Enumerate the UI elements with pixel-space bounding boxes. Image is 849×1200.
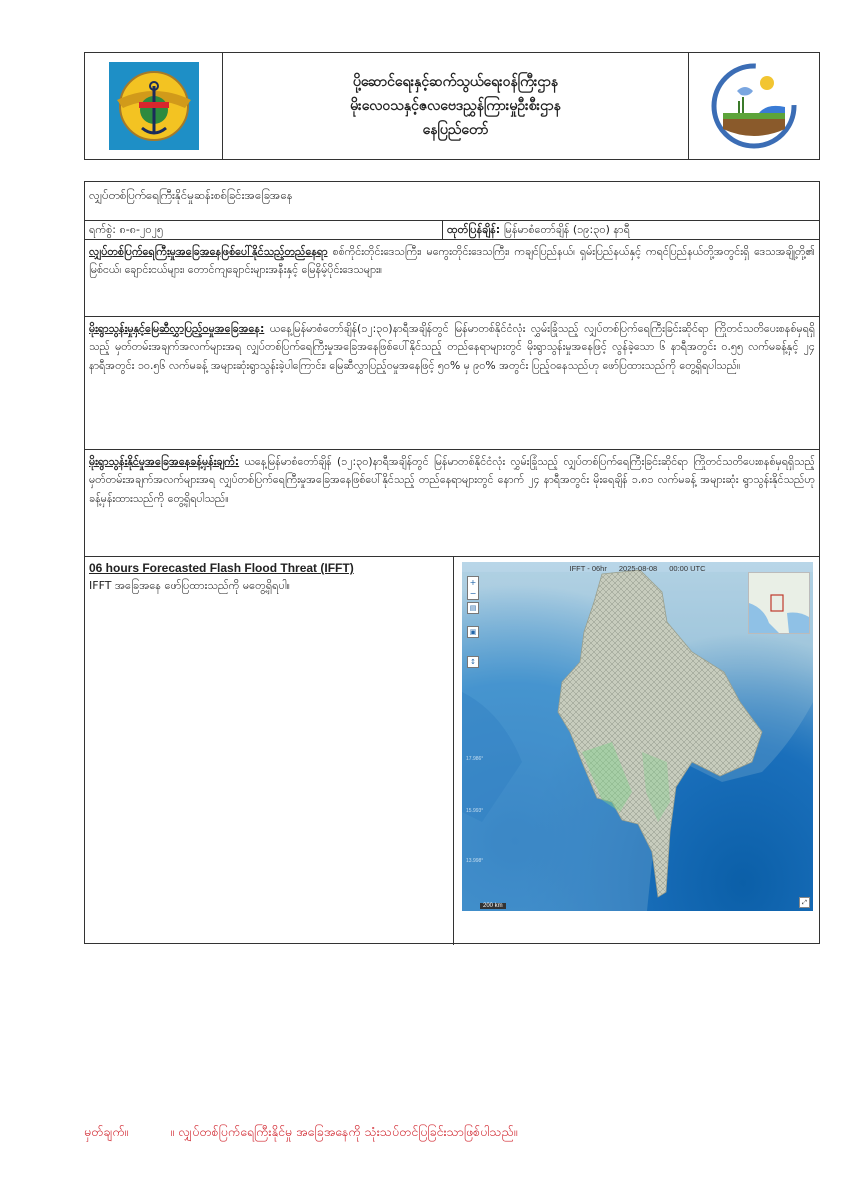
map-zoom-control[interactable] — [467, 576, 479, 600]
right-logo-cell — [688, 53, 819, 159]
date-value: ၈-၈-၂၀၂၅ — [119, 223, 164, 236]
left-logo-cell — [85, 53, 223, 159]
rainfall-forecast-section — [85, 450, 819, 557]
minimap-icon — [749, 573, 809, 633]
ifft-row — [85, 557, 819, 945]
department-emblem-icon — [109, 62, 199, 150]
report-title-row — [85, 182, 819, 221]
letterhead-title — [223, 53, 688, 159]
report-title: လျှပ်တစ်ပြက်ရေကြီးနိုင်မှုဆန်းစစ်ခြင်းအခြေအနေ — [89, 188, 293, 202]
overview-minimap[interactable] — [748, 572, 810, 634]
svg-text:17.986°: 17.986° — [466, 756, 484, 762]
rainfall-forecast-text: ယနေ့မြန်မာစံတော်ချိန် (၁၂:၃၀)နာရီအချိန်တွင် မြန်မာတစ်နိုင်ငံလုံး လွှမ်းခြုံသည့် လျှပ်တစ်ပြက်ရေကြီးခြင်းဆိုင်ရာ ကြိုတင်သတိပေးစနစ်မှရရှိသည့် မှတ်တမ်းအချက်အလက်များအရ လျှပ်တစ်ပြက်ရေကြီးမှုအခြေအနေဖြစ်ပေါ်နိုင်သည့် တည်နေရာများတွင် နောက် ၂၄ နာရီအတွင်း မိုးရေချိန် ၁.၈၁ လက်မခန့် အများဆုံး ရွာသွန်းနိုင်သည်ဟု ခန့်မှန်းထားသည်ကို တွေ့ရှိရပါသည်။ — [89, 455, 815, 505]
fullscreen-button[interactable]: ⤢ — [799, 897, 810, 908]
svg-text:13.998°: 13.998° — [466, 858, 484, 864]
date-row — [85, 221, 819, 240]
ifft-status-text: IFFT အခြေအနေ ဖော်ပြထားသည်ကို မတွေ့ရှိရပါ။ — [89, 579, 290, 592]
ifft-text-cell — [85, 557, 454, 945]
map-date: 2025-08-08 — [618, 564, 658, 573]
rainfall-forecast-heading: မိုးရွာသွန်းနိုင်မှုအခြေအနေခန့်မှန်းချက်: — [89, 455, 240, 468]
affected-areas-section — [85, 240, 819, 317]
issue-time-label: ထုတ်ပြန်ချိန်: — [447, 223, 501, 236]
rainfall-soil-text: ယနေ့မြန်မာစံတော်ချိန်(၁၂:၃၀)နာရီအချိန်တွင် မြန်မာတစ်နိုင်ငံလုံး လွှမ်းခြုံသည့် လျှပ်တစ်ပြက်ရေကြီးခြင်းဆိုင်ရာ ကြိုတင်သတိပေးစနစ်မှရရှိသည့် မှတ်တမ်းအချက်အလက်များအရ လျှပ်တစ်ပြက်ရေကြီးမှုအခြေအနေဖြစ်ပေါ်နိုင်သည့် တည်နေရာများတွင် မိုးရွာသွန်းမှုအနေဖြင့် လွန်ခဲ့သော ၆ နာရီအတွင်း ၀.၅၅ လက်မခန့်နှင့် ၂၄ နာရီအတွင်း ၁၀.၅၆ လက်မခန့် အများဆုံးရွာသွန်းခဲ့ပါကြောင်း၊ မြေဆီလွှာပြည့်ဝမှုအနေဖြင့် ၅၀% မှ ၉၀% အတွင်း ပြည့်ဝနေသည်ဟု ဖော်ပြထားသည်ကို တွေ့ရှိရပါသည်။ — [89, 322, 815, 372]
date-cell — [85, 221, 443, 239]
report-table — [84, 181, 820, 944]
issue-time-value: မြန်မာစံတော်ချိန် (၁၉:၃၀) နာရီ — [503, 223, 630, 236]
affected-areas-text: စစ်ကိုင်းတိုင်းဒေသကြီး၊ မကွေးတိုင်းဒေသကြီး၊ ကချင်ပြည်နယ်၊ ရှမ်းပြည်နယ်နှင့် ကရင်ပြည်နယ်တို့အတွင်းရှိ ဒေသအချို့တို့၏ မြစ်ငယ်၊ ချောင်းငယ်များ၊ တောင်ကျချောင်းများအနီးနှင့် မြေနိမ့်ပိုင်းဒေသများ။ — [89, 245, 815, 277]
rainfall-soil-heading: မိုးရွာသွန်းမှုနှင့်မြေဆီလွှာပြည့်ဝမှုအခြေအနေ: — [89, 322, 265, 335]
map-scale-bar: 200 km — [480, 903, 506, 909]
reset-view-button[interactable]: ↕ — [467, 656, 479, 668]
issue-time-cell — [443, 221, 819, 239]
letterhead — [84, 52, 820, 160]
svg-text:15.993°: 15.993° — [466, 808, 484, 814]
footer-label: မှတ်ချက်။ — [84, 1124, 129, 1139]
affected-areas-heading: လျှပ်တစ်ပြက်ရေကြီးမှုအခြေအနေဖြစ်ပေါ်နိုင်သည့်တည်နေရာ — [89, 245, 328, 258]
ifft-map[interactable] — [462, 562, 813, 911]
hydrology-cycle-icon — [709, 61, 799, 151]
rainfall-soil-section — [85, 317, 819, 450]
footer-note — [84, 1124, 517, 1143]
legend-toggle-button[interactable]: ▣ — [467, 626, 479, 638]
ifft-map-cell — [454, 557, 819, 945]
footer-text: ။ လျှပ်တစ်ပြက်ရေကြီးနိုင်မှု အခြေအနေကို သုံးသပ်တင်ပြခြင်းသာဖြစ်ပါသည်။ — [170, 1124, 518, 1139]
map-time: 00:00 UTC — [669, 564, 706, 573]
layers-button[interactable]: ▤ — [467, 602, 479, 614]
ifft-title: 06 hours Forecasted Flash Flood Threat (IFFT) — [89, 561, 354, 575]
zoom-out-button[interactable]: − — [469, 589, 477, 598]
map-title: IFFT - 06hr — [569, 564, 607, 573]
date-label: ရက်စွဲ: — [89, 223, 116, 236]
department-name: မိုးလေဝသနှင့်ဇလဗေဒညွှန်ကြားမှုဦးစီးဌာန — [350, 98, 561, 114]
zoom-in-button[interactable]: + — [469, 578, 477, 587]
ministry-name: ပို့ဆောင်ရေးနှင့်ဆက်သွယ်ရေးဝန်ကြီးဌာန — [352, 74, 559, 90]
city-name: နေပြည်တော် — [422, 122, 489, 138]
